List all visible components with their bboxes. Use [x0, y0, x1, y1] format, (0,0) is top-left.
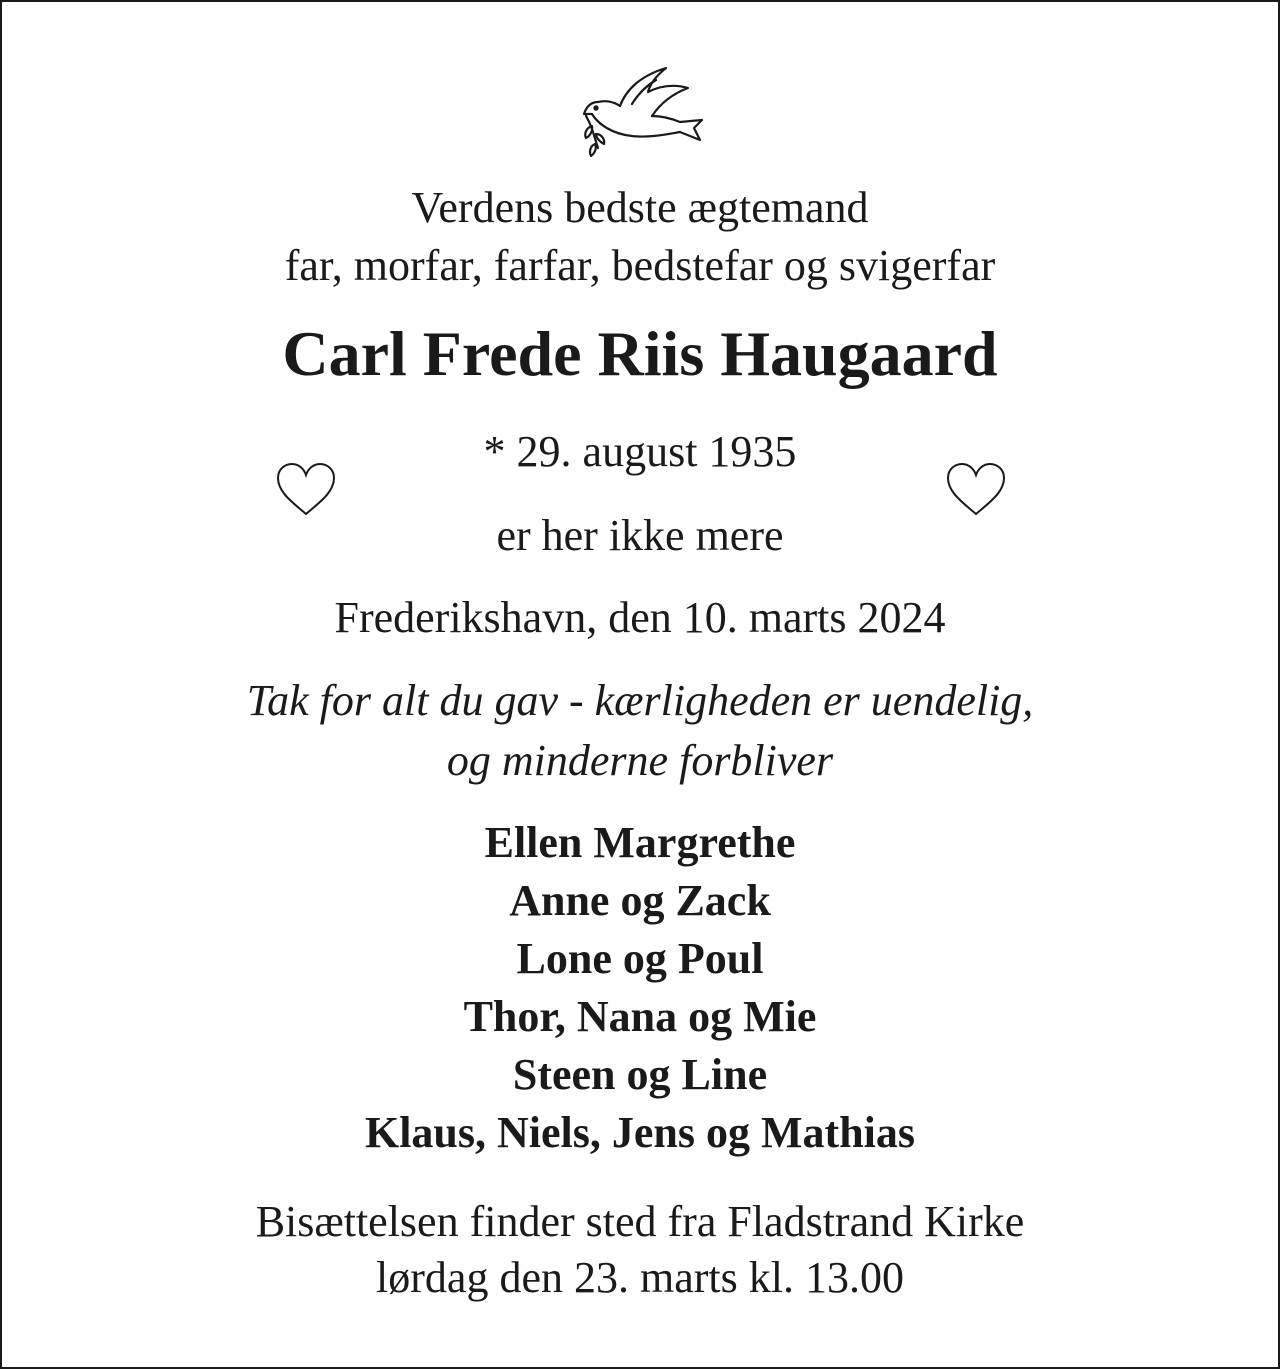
deceased-name: Carl Frede Riis Haugaard	[282, 318, 998, 389]
family-member: Anne og Zack	[509, 876, 771, 925]
intro-line-1: Verdens bedste ægtemand	[411, 183, 869, 232]
ceremony-line-1: Bisættelsen finder sted fra Fladstrand Kirke	[255, 1197, 1025, 1246]
family-member: Klaus, Niels, Jens og Mathias	[364, 1108, 916, 1157]
tribute-line-1: Tak for alt du gav - kærligheden er uendelig,	[246, 676, 1034, 725]
birth-date: * 29. august 1935	[483, 427, 797, 476]
tribute-line-2: og minderne forbliver	[446, 736, 834, 785]
family-member: Ellen Margrethe	[484, 818, 796, 867]
place-and-date: Frederikshavn, den 10. marts 2024	[334, 593, 946, 642]
family-member: Thor, Nana og Mie	[463, 992, 817, 1041]
intro-line-2: far, morfar, farfar, bedstefar og svigerfar	[284, 241, 996, 290]
passed-text: er her ikke mere	[496, 511, 784, 560]
ceremony-line-2: lørdag den 23. marts kl. 13.00	[376, 1253, 904, 1302]
family-member: Steen og Line	[512, 1050, 768, 1099]
dove-icon	[576, 64, 706, 162]
family-member: Lone og Poul	[516, 934, 764, 983]
